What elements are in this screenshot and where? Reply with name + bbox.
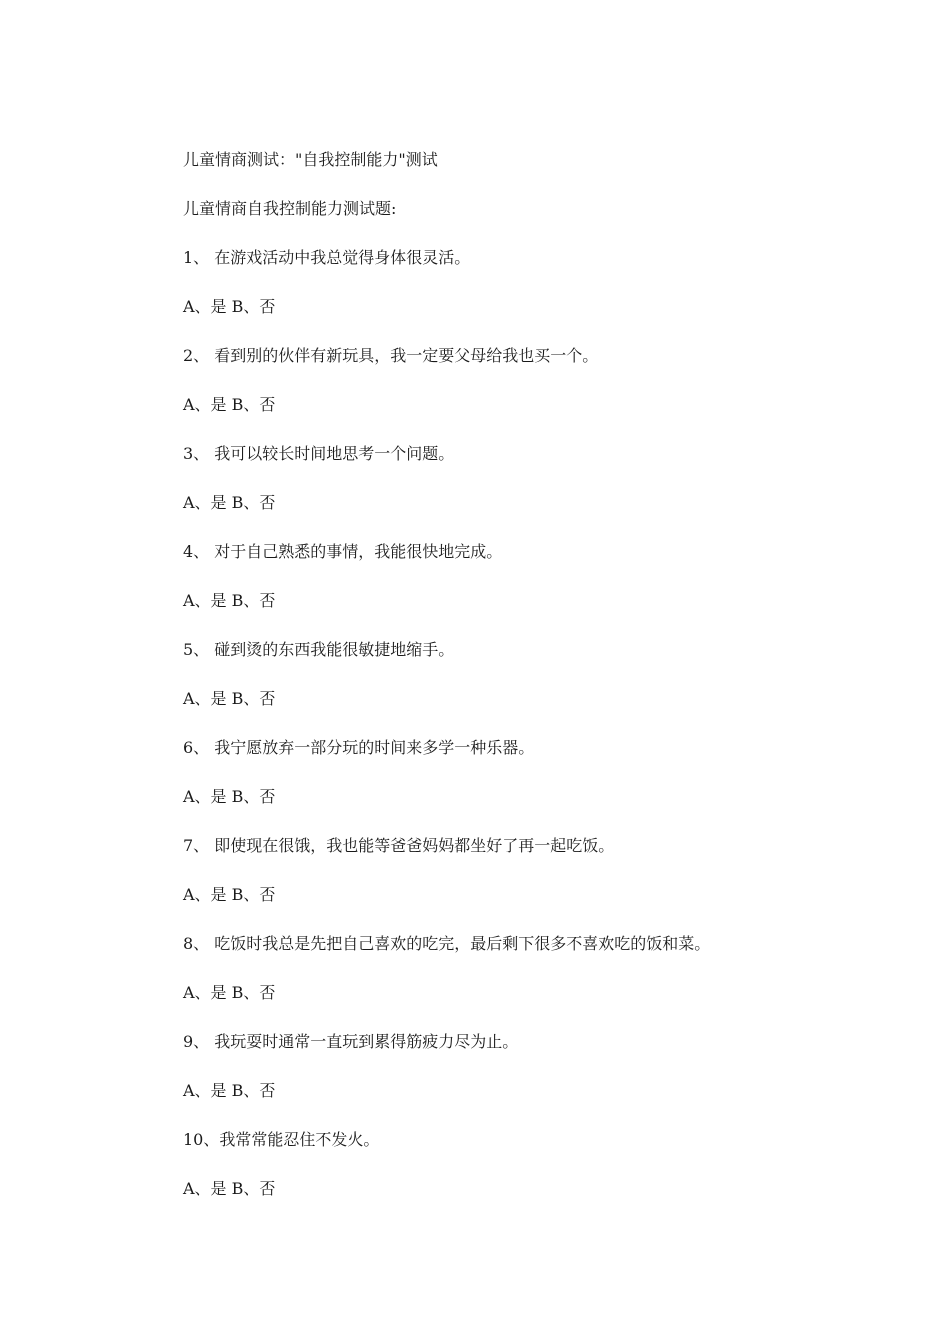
question-8-options: A、是 B、否 (183, 983, 276, 1002)
question-10: 10、我常常能忍住不发火。 (183, 1130, 380, 1149)
question-9: 9、 我玩耍时通常一直玩到累得筋疲力尽为止。 (183, 1032, 519, 1051)
question-1-options: A、是 B、否 (183, 297, 276, 316)
question-4: 4、 对于自己熟悉的事情，我能很快地完成。 (183, 542, 503, 561)
question-6: 6、 我宁愿放弃一部分玩的时间来多学一种乐器。 (183, 738, 535, 757)
question-1: 1、 在游戏活动中我总觉得身体很灵活。 (183, 248, 471, 267)
question-10-options: A、是 B、否 (183, 1179, 276, 1198)
question-3-options: A、是 B、否 (183, 493, 276, 512)
question-4-options: A、是 B、否 (183, 591, 276, 610)
document-title: 儿童情商测试："自我控制能力"测试 (183, 150, 438, 169)
question-8: 8、 吃饭时我总是先把自己喜欢的吃完，最后剩下很多不喜欢吃的饭和菜。 (183, 934, 711, 953)
question-6-options: A、是 B、否 (183, 787, 276, 806)
question-2: 2、 看到别的伙伴有新玩具，我一定要父母给我也买一个。 (183, 346, 599, 365)
question-9-options: A、是 B、否 (183, 1081, 276, 1100)
document-subtitle: 儿童情商自我控制能力测试题: (183, 199, 397, 218)
question-2-options: A、是 B、否 (183, 395, 276, 414)
question-5-options: A、是 B、否 (183, 689, 276, 708)
document-page (183, 147, 883, 1225)
question-3: 3、 我可以较长时间地思考一个问题。 (183, 444, 455, 463)
question-7: 7、 即使现在很饿，我也能等爸爸妈妈都坐好了再一起吃饭。 (183, 836, 615, 855)
question-7-options: A、是 B、否 (183, 885, 276, 904)
question-5: 5、 碰到烫的东西我能很敏捷地缩手。 (183, 640, 455, 659)
